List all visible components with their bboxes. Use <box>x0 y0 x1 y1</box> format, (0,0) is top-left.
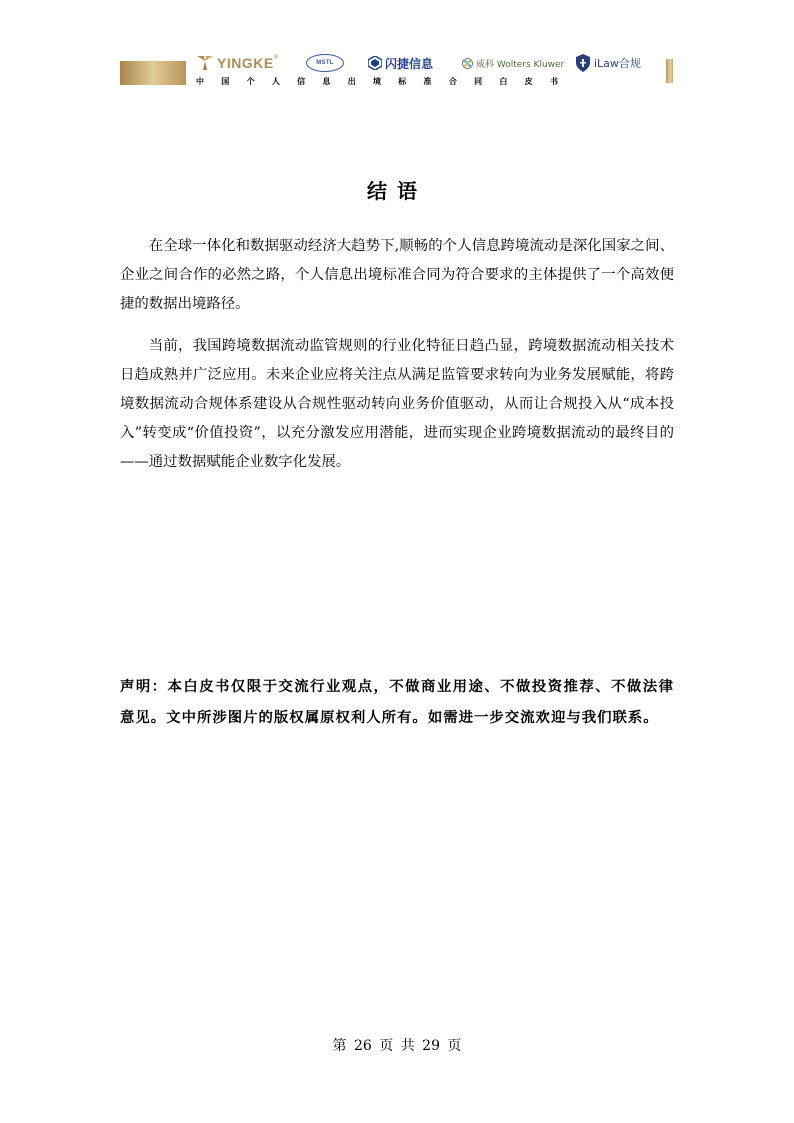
page-title: 结语 <box>367 179 427 203</box>
tagline-char: 皮 <box>524 77 533 86</box>
ilaw-wordmark: iLaw合规 <box>594 57 641 70</box>
tagline-char: 白 <box>499 77 508 86</box>
gold-decor-bar-right <box>666 59 673 83</box>
tagline-char: 书 <box>549 77 558 86</box>
tagline-char: 人 <box>271 77 280 86</box>
wk-dots-icon <box>462 58 473 69</box>
tagline-char: 境 <box>372 77 381 86</box>
body-paragraph: 在全球一体化和数据驱动经济大趋势下,顺畅的个人信息跨境流动是深化国家之间、企业之间合作的必然之路，个人信息出境标准合同为符合要求的主体提供了一个高效便捷的数据出境路径。 <box>120 238 674 312</box>
shanjie-logo <box>368 52 433 74</box>
conclusion-body <box>120 232 674 490</box>
tagline-char: 出 <box>347 77 356 86</box>
header-tagline <box>196 76 558 87</box>
tagline-char: 标 <box>398 77 407 86</box>
partner-logos <box>196 52 666 74</box>
yingke-wordmark: YINGKE <box>217 55 274 71</box>
yingke-logo <box>196 52 278 74</box>
wk-wordmark: 威科 Wolters Kluwer <box>476 59 565 70</box>
tagline-char: 同 <box>474 77 483 86</box>
disclaimer-statement: 声明：本白皮书仅限于交流行业观点，不做商业用途、不做投资推荐、不做法律意见。文中所涉图片的版权属原权利人所有。如需进一步交流欢迎与我们联系。 <box>120 678 674 726</box>
body-paragraph: 当前，我国跨境数据流动监管规则的行业化特征日趋凸显，跨境数据流动相关技术日趋成熟并广泛应用。未来企业应将关注点从满足监管要求转向为业务发展赋能，将跨境数据流动合规体系建设从合规性驱动转向业务价值驱动，从而让合规投入从“成本投入”转变成“价值投资”，以充分激发应用潜能，进而实现企业跨境数据流动的最终目的——通过数据赋能企业数字化发展。 <box>120 338 674 470</box>
ilaw-logo <box>576 52 641 74</box>
tagline-char: 国 <box>221 77 230 86</box>
yingke-registered-mark: ® <box>273 55 279 61</box>
gold-decor-bar-left <box>120 61 186 85</box>
mstl-logo <box>306 52 344 74</box>
tagline-char: 信 <box>297 77 306 86</box>
yingke-mark-icon <box>196 55 214 71</box>
tagline-char: 合 <box>448 77 457 86</box>
shanjie-mark-icon <box>368 56 382 70</box>
wolters-kluwer-logo <box>462 52 564 74</box>
tagline-char: 个 <box>246 77 255 86</box>
tagline-char: 息 <box>322 77 331 86</box>
mstl-oval <box>306 54 344 72</box>
mstl-wordmark: MSTL <box>316 60 334 66</box>
tagline-char: 准 <box>423 77 432 86</box>
page-number: 第 26 页 共 29 页 <box>332 1038 462 1054</box>
shanjie-wordmark: 闪捷信息 <box>385 56 434 71</box>
tagline-char: 中 <box>196 77 204 86</box>
page-header <box>0 0 794 100</box>
shield-icon <box>576 54 590 72</box>
